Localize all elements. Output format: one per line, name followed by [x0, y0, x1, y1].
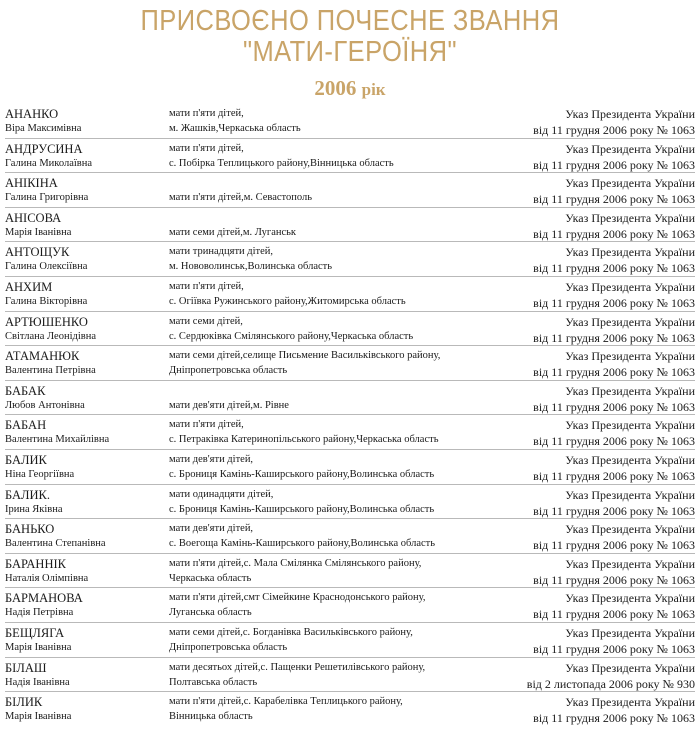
year-value: 2006 — [314, 76, 357, 100]
honoree-entry — [0, 659, 700, 694]
honoree-given-name: Галина Григорівна — [5, 192, 89, 204]
honoree-surname: АРТЮШЕНКО — [5, 314, 88, 329]
honoree-surname: АНІСОВА — [5, 210, 62, 225]
decree-title: Указ Президента України — [565, 349, 695, 364]
decree-title: Указ Президента України — [565, 141, 695, 156]
honoree-entry — [0, 451, 700, 486]
honoree-details-line-2: Дніпропетровська область — [169, 641, 288, 653]
honoree-given-name: Галина Вікторівна — [5, 295, 88, 307]
honoree-given-name: Валентина Степанівна — [5, 538, 106, 550]
honoree-given-name: Галина Миколаївна — [5, 157, 93, 169]
decree-date-number: від 11 грудня 2006 року № 1063 — [533, 641, 695, 656]
decree-date-number: від 11 грудня 2006 року № 1063 — [533, 192, 695, 207]
honoree-given-name: Надія Петрівна — [5, 607, 74, 619]
honoree-details-line-1: мати п'яти дітей, — [169, 108, 244, 119]
honoree-details-line-2: с. Сердюківка Смілянського району,Черкаська область — [169, 330, 414, 342]
honoree-surname: БАЛИК. — [5, 487, 51, 502]
honoree-given-name: Любов Антонівна — [5, 399, 85, 411]
honoree-surname: БАЛИК — [5, 452, 47, 467]
honoree-given-name: Марія Іванівна — [5, 641, 72, 653]
decree-date-number: від 11 грудня 2006 року № 1063 — [533, 607, 695, 622]
decree-title: Указ Президента України — [565, 487, 695, 502]
honoree-entry — [0, 416, 700, 451]
honoree-given-name: Валентина Михайлівна — [5, 434, 110, 446]
honoree-surname: АТАМАНЮК — [5, 349, 80, 364]
decree-title: Указ Президента України — [565, 591, 695, 606]
honoree-entry — [0, 174, 700, 209]
honoree-details-line-1: мати дев'яти дітей, — [169, 523, 254, 535]
honoree-details-line-2: с. Брониця Камінь-Каширського району,Волинська область — [169, 503, 435, 515]
decree-date-number: від 11 грудня 2006 року № 1063 — [533, 261, 695, 276]
decree-title: Указ Президента України — [565, 556, 695, 571]
decree-date-number: від 11 грудня 2006 року № 1063 — [533, 503, 695, 518]
title-line-1: ПРИСВОЄНО ПОЧЕСНЕ ЗВАННЯ — [140, 5, 560, 37]
honoree-details-line-1: мати десятьох дітей,с. Пащенки Решетилівського району, — [169, 661, 426, 673]
honoree-given-name: Галина Олексіївна — [5, 261, 88, 273]
honoree-given-name: Марія Іванівна — [5, 226, 72, 238]
honoree-details-line-1: мати п'яти дітей,с. Мала Смілянка Смілянського району, — [169, 557, 422, 569]
honoree-details-line-2: мати семи дітей,м. Луганськ — [169, 226, 297, 238]
honoree-details-line-2: Вінницька область — [169, 711, 253, 723]
honoree-surname: БЕЩЛЯГА — [5, 625, 65, 640]
decree-title: Указ Президента України — [565, 176, 695, 191]
honoree-details-line-1: мати семи дітей, — [169, 315, 243, 327]
decree-date-number: від 11 грудня 2006 року № 1063 — [533, 226, 695, 241]
honoree-entry — [0, 486, 700, 521]
honoree-details-line-2: с. Побірка Теплицького району,Вінницька область — [169, 157, 394, 169]
honoree-details-line-1: мати п'яти дітей, — [169, 419, 244, 431]
honoree-surname: АНХИМ — [5, 279, 53, 294]
honoree-details-line-1: мати п'яти дітей,с. Карабелівка Теплицького району, — [169, 696, 403, 708]
honoree-entry — [0, 347, 700, 382]
decree-title: Указ Президента України — [565, 210, 695, 225]
decree-date-number: від 11 грудня 2006 року № 1063 — [533, 399, 695, 414]
honoree-surname: АНАНКО — [5, 107, 59, 121]
year-suffix: рік — [361, 80, 386, 99]
honoree-list — [0, 105, 700, 728]
decree-title: Указ Президента України — [565, 625, 695, 640]
decree-date-number: від 11 грудня 2006 року № 1063 — [533, 123, 695, 137]
honoree-details-line-1: мати семи дітей,с. Богданівка Васильківського району, — [169, 626, 413, 638]
honoree-details-line-1: мати одинадцяти дітей, — [169, 488, 274, 500]
decree-date-number: від 11 грудня 2006 року № 1063 — [533, 365, 695, 380]
honoree-surname: БАБАК — [5, 383, 46, 398]
decree-date-number: від 11 грудня 2006 року № 1063 — [533, 468, 695, 483]
honoree-details-line-2: Луганська область — [169, 607, 252, 619]
honoree-entry — [0, 243, 700, 278]
decree-title: Указ Президента України — [565, 107, 695, 121]
honoree-details-line-2: Полтавська область — [169, 676, 258, 688]
honoree-given-name: Ніна Георгіївна — [5, 468, 75, 480]
honoree-details-line-1: мати п'яти дітей, — [169, 280, 244, 292]
honoree-entry — [0, 313, 700, 348]
honoree-entry — [0, 105, 700, 140]
decree-date-number: від 11 грудня 2006 року № 1063 — [533, 295, 695, 310]
decree-date-number: від 11 грудня 2006 року № 1063 — [533, 572, 695, 587]
honoree-surname: БАБАН — [5, 418, 47, 433]
decree-date-number: від 11 грудня 2006 року № 1063 — [533, 434, 695, 449]
honoree-entry — [0, 209, 700, 244]
decree-title: Указ Президента України — [565, 695, 695, 710]
decree-title: Указ Президента України — [565, 314, 695, 329]
honoree-entry — [0, 555, 700, 590]
decree-title: Указ Президента України — [565, 418, 695, 433]
honoree-given-name: Ірина Яківна — [5, 503, 63, 515]
decree-title: Указ Президента України — [565, 452, 695, 467]
honoree-details-line-2: с. Огіївка Ружинського району,Житомирська область — [169, 295, 406, 307]
honoree-given-name: Наталія Олімпівна — [5, 572, 89, 584]
honoree-details-line-2: с. Петраківка Катеринопільського району,Черкаська область — [169, 434, 439, 446]
honoree-details-line-2: с. Брониця Камінь-Каширського району,Волинська область — [169, 468, 435, 480]
honoree-details-line-2: мати дев'яти дітей,м. Рівне — [169, 399, 289, 411]
decree-date-number: від 11 грудня 2006 року № 1063 — [533, 711, 695, 726]
honoree-details-line-2: м. Нововолинськ,Волинська область — [169, 261, 333, 273]
honoree-given-name: Валентина Петрівна — [5, 365, 96, 377]
title-line-2: "МАТИ-ГЕРОЇНЯ" — [242, 36, 458, 68]
honoree-entry — [0, 140, 700, 175]
honoree-surname: БАРАННІК — [5, 556, 66, 571]
honoree-surname: БАРМАНОВА — [5, 591, 83, 606]
decree-date-number: від 11 грудня 2006 року № 1063 — [533, 330, 695, 345]
honoree-given-name: Марія Іванівна — [5, 711, 72, 723]
honoree-details-line-2: Черкаська область — [169, 572, 252, 584]
honoree-entry — [0, 278, 700, 313]
honoree-details-line-1: мати дев'яти дітей, — [169, 453, 254, 465]
honoree-details-line-1: мати тринадцяти дітей, — [169, 246, 274, 258]
honoree-given-name: Надія Іванівна — [5, 676, 70, 688]
honoree-details-line-1: мати семи дітей,селище Письмение Васильківського району, — [169, 350, 441, 362]
honoree-surname: БАНЬКО — [5, 522, 55, 537]
honoree-entry — [0, 382, 700, 417]
decree-title: Указ Президента України — [565, 245, 695, 260]
honoree-surname: АНДРУСИНА — [5, 141, 83, 156]
honoree-details-line-1: мати п'яти дітей,смт Сімейкине Краснодонського району, — [169, 592, 426, 604]
honoree-details-line-2: мати п'яти дітей,м. Севастополь — [169, 192, 313, 204]
decree-date-number: від 2 листопада 2006 року № 930 — [526, 676, 695, 691]
honoree-surname: БІЛИК — [5, 695, 43, 710]
honoree-surname: АНТОЩУК — [5, 245, 70, 260]
honoree-entry — [0, 693, 700, 728]
honoree-details-line-1: мати п'яти дітей, — [169, 142, 244, 154]
honoree-details-line-2: м. Жашків,Черкаська область — [169, 123, 301, 134]
decree-title: Указ Президента України — [565, 279, 695, 294]
honoree-surname: АНІКІНА — [5, 176, 58, 191]
honoree-details-line-2: с. Воегоща Камінь-Каширського району,Волинська область — [169, 538, 436, 550]
honoree-entry — [0, 624, 700, 659]
honoree-details-line-2: Дніпропетровська область — [169, 365, 288, 377]
decree-title: Указ Президента України — [565, 660, 695, 675]
honoree-entry — [0, 589, 700, 624]
year-heading — [0, 76, 700, 101]
decree-title: Указ Президента України — [565, 383, 695, 398]
decree-title: Указ Президента України — [565, 522, 695, 537]
honoree-surname: БІЛАШ — [5, 660, 47, 675]
honoree-given-name: Віра Максимівна — [5, 123, 82, 134]
honoree-given-name: Світлана Леонідівна — [5, 330, 97, 342]
honoree-entry — [0, 520, 700, 555]
decree-date-number: від 11 грудня 2006 року № 1063 — [533, 538, 695, 553]
decree-date-number: від 11 грудня 2006 року № 1063 — [533, 157, 695, 172]
